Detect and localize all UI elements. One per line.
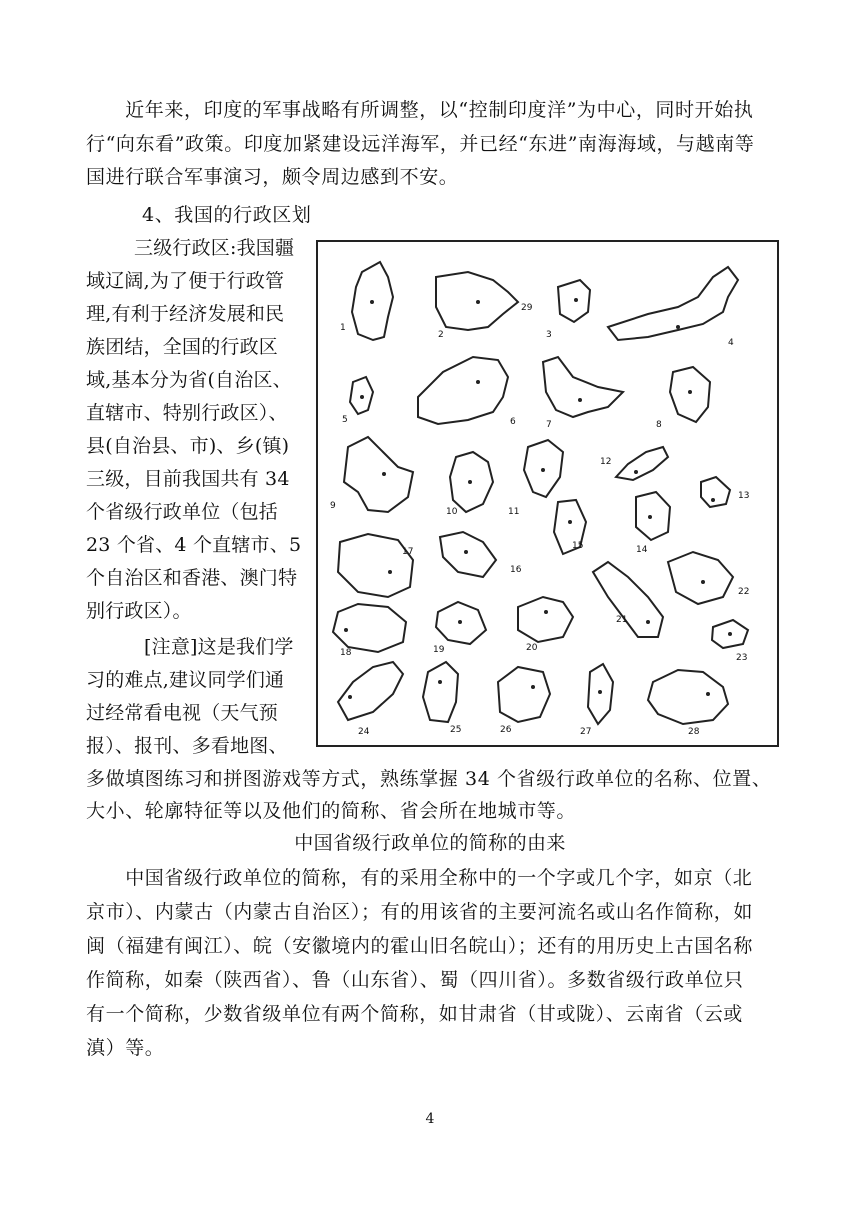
map-label: 8 (656, 420, 662, 430)
province-outline-12 (616, 447, 668, 480)
province-outline-16 (440, 532, 496, 577)
province-outline-27 (588, 664, 613, 724)
map-label: 27 (580, 727, 592, 737)
province-outline-24 (338, 662, 403, 720)
map-label: 14 (636, 545, 648, 555)
wrap-line: 个省级行政单位（包括 (86, 501, 279, 523)
map-label: 24 (358, 727, 370, 737)
province-outline-28 (648, 670, 728, 724)
province-outline-25 (423, 662, 458, 722)
province-outline-8 (670, 367, 710, 422)
wrap-line: 域,基本分为省(自治区、 (86, 369, 292, 391)
paragraph-line: 有一个简称，少数省级单位有两个简称，如甘肃省（甘或陇）、云南省（云或 (86, 1003, 743, 1025)
map-label: 12 (600, 457, 612, 467)
paragraph-line: 京市）、内蒙古（内蒙古自治区）；有的用该省的主要河流名或山名作简称，如 (86, 901, 754, 923)
map-label: 7 (546, 420, 552, 430)
wrap-line: [注意]这是我们学 (144, 636, 294, 658)
province-outline-13 (701, 477, 730, 507)
province-outline-9 (344, 437, 413, 512)
map-label: 22 (738, 587, 750, 597)
map-label: 2 (438, 330, 444, 340)
province-outline-7 (543, 357, 623, 417)
map-label: 17 (402, 547, 414, 557)
province-outline-17 (338, 534, 413, 597)
map-label: 28 (688, 727, 700, 737)
paragraph-line: 多做填图练习和拼图游戏等方式，熟练掌握 34 个省级行政单位的名称、位置、 (86, 768, 772, 790)
paragraph-line: 中国省级行政单位的简称，有的采用全称中的一个字或几个字，如京（北 (86, 867, 753, 889)
wrap-line: 过经常看电视（天气预 (86, 702, 279, 724)
wrap-line: 个自治区和香港、澳门特 (86, 567, 298, 589)
map-label: 11 (508, 507, 520, 517)
province-outline-map (316, 240, 779, 747)
map-label: 5 (342, 415, 348, 425)
map-label: 20 (526, 643, 538, 653)
paragraph-line: 滇）等。 (86, 1037, 165, 1059)
map-label: 15 (572, 541, 584, 551)
map-label: 6 (510, 417, 516, 427)
wrap-line: 县(自治县、市)、乡(镇) (86, 435, 290, 457)
paragraph-line: 大小、轮廓特征等以及他们的简称、省会所在地城市等。 (86, 800, 577, 822)
wrap-line: 理,有利于经济发展和民 (86, 303, 285, 325)
map-label: 1 (340, 323, 346, 333)
province-outline-26 (498, 667, 550, 722)
wrap-line: 域辽阔,为了便于行政管 (86, 270, 285, 292)
map-label: 21 (616, 615, 628, 625)
wrap-line: 三级，目前我国共有 34 (86, 468, 290, 490)
map-label: 4 (728, 338, 734, 348)
section-heading: 4、我国的行政区划 (142, 204, 312, 226)
page-number: 4 (425, 1111, 435, 1127)
map-label: 26 (500, 725, 512, 735)
map-label: 9 (330, 501, 336, 511)
wrap-line: 三级行政区:我国疆 (134, 237, 295, 259)
map-label: 29 (521, 303, 533, 313)
province-outline-4 (608, 267, 738, 340)
province-outline-20 (518, 597, 573, 642)
wrap-line: 直辖市、特别行政区）、 (86, 402, 288, 424)
map-label: 3 (546, 330, 552, 340)
province-outline-14 (636, 492, 670, 540)
province-outline-18 (333, 604, 406, 652)
wrap-line: 23 个省、4 个直辖市、5 (86, 534, 302, 556)
map-label: 10 (446, 507, 458, 517)
map-label: 16 (510, 565, 522, 575)
wrap-line: 习的难点,建议同学们通 (86, 669, 285, 691)
wrap-line: 族团结，全国的行政区 (86, 336, 279, 358)
map-label: 19 (433, 645, 445, 655)
paragraph-line: 近年来，印度的军事战略有所调整，以“控制印度洋”为中心，同时开始执 (86, 99, 754, 121)
wrap-line: 别行政区）。 (86, 600, 192, 622)
paragraph-line: 闽（福建有闽江）、皖（安徽境内的霍山旧名皖山）；还有的用历史上古国名称 (86, 935, 754, 957)
wrap-line: 报）、报刊、多看地图、 (86, 735, 288, 757)
province-outline-21 (593, 562, 663, 637)
province-outline-6 (418, 357, 508, 424)
map-label: 18 (340, 648, 352, 658)
paragraph-line: 作简称，如秦（陕西省）、鲁（山东省）、蜀（四川省）。多数省级行政单位只 (86, 969, 744, 991)
province-outline-3 (558, 280, 590, 322)
paragraph-line: 行“向东看”政策。印度加紧建设远洋海军，并已经“东进”南海海域，与越南等 (86, 133, 755, 155)
map-label: 25 (450, 725, 462, 735)
map-label: 23 (736, 653, 748, 663)
province-outline-22 (668, 552, 733, 604)
map-label: 13 (738, 491, 750, 501)
paragraph-line: 国进行联合军事演习，颇令周边感到不安。 (86, 166, 459, 188)
section-caption: 中国省级行政单位的简称的由来 (294, 832, 566, 854)
